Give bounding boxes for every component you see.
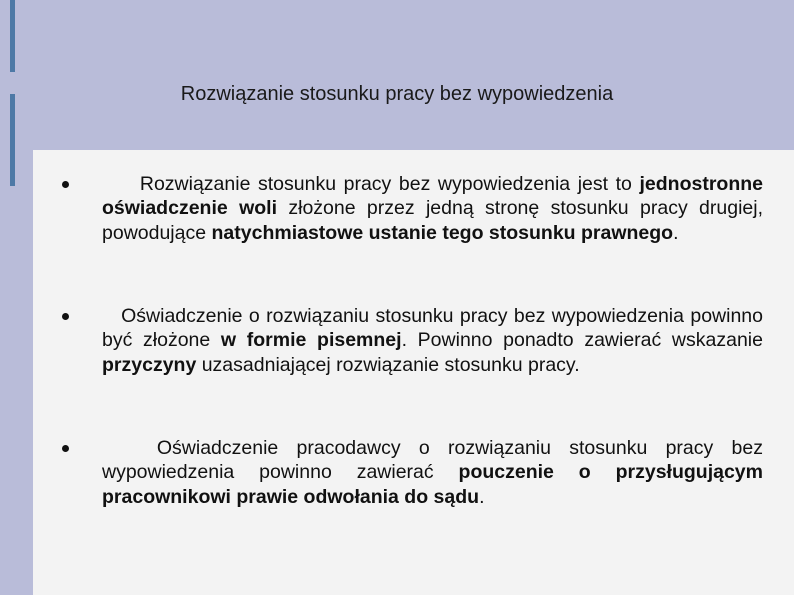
bullet-3-text-1: Oświadczenie pracodawcy o rozwiązaniu stosunku pracy bez wypowiedzenia powinno zawierać: [102, 437, 763, 484]
bullet-1-bold-2: natychmiastowe ustanie tego stosunku prawnego: [211, 221, 674, 244]
bullet-3-bold-1: pouczenie o przysługującym pracownikowi prawie odwołania do sądu: [102, 461, 763, 508]
bullet-2-indent: [102, 305, 121, 327]
bullet-1-text-2: złożone przez jedną stronę stosunku pracy drugiej, powodujące: [102, 197, 764, 244]
bullet-1-text-1: Rozwiązanie stosunku pracy bez wypowiedzenia jest to: [139, 173, 640, 195]
bullet-3-text-2: .: [479, 485, 485, 508]
bullet-item-1: [102, 172, 763, 245]
bullet-1-text-3: .: [673, 221, 679, 244]
bullet-dot-icon: [62, 313, 69, 320]
bullet-2-bold-1: w formie pisemnej: [220, 329, 402, 352]
bullet-item-2: [102, 304, 763, 377]
bullet-dot-icon: [62, 445, 69, 452]
bullet-1-indent: [102, 173, 140, 195]
slide-title: Rozwiązanie stosunku pracy bez wypowiedzenia: [180, 83, 614, 105]
bullet-2-bold-2: przyczyny: [102, 353, 197, 376]
slide-content: [33, 150, 794, 595]
bullet-dot-icon: [62, 181, 69, 188]
bullet-2-text-3: uzasadniającej rozwiązanie stosunku pracy.: [196, 353, 580, 376]
accent-bar-top: [10, 0, 15, 72]
bullet-2-text-2: . Powinno ponadto zawierać wskazanie: [401, 329, 763, 352]
bullet-2-text-1: Oświadczenie o rozwiązaniu stosunku pracy bez wypowiedzenia powinno być złożone: [102, 305, 763, 352]
bullet-item-3: [102, 436, 763, 509]
bullet-1-bold-1: jednostronne oświadczenie woli: [102, 173, 763, 220]
bullet-3-indent: [102, 437, 157, 459]
